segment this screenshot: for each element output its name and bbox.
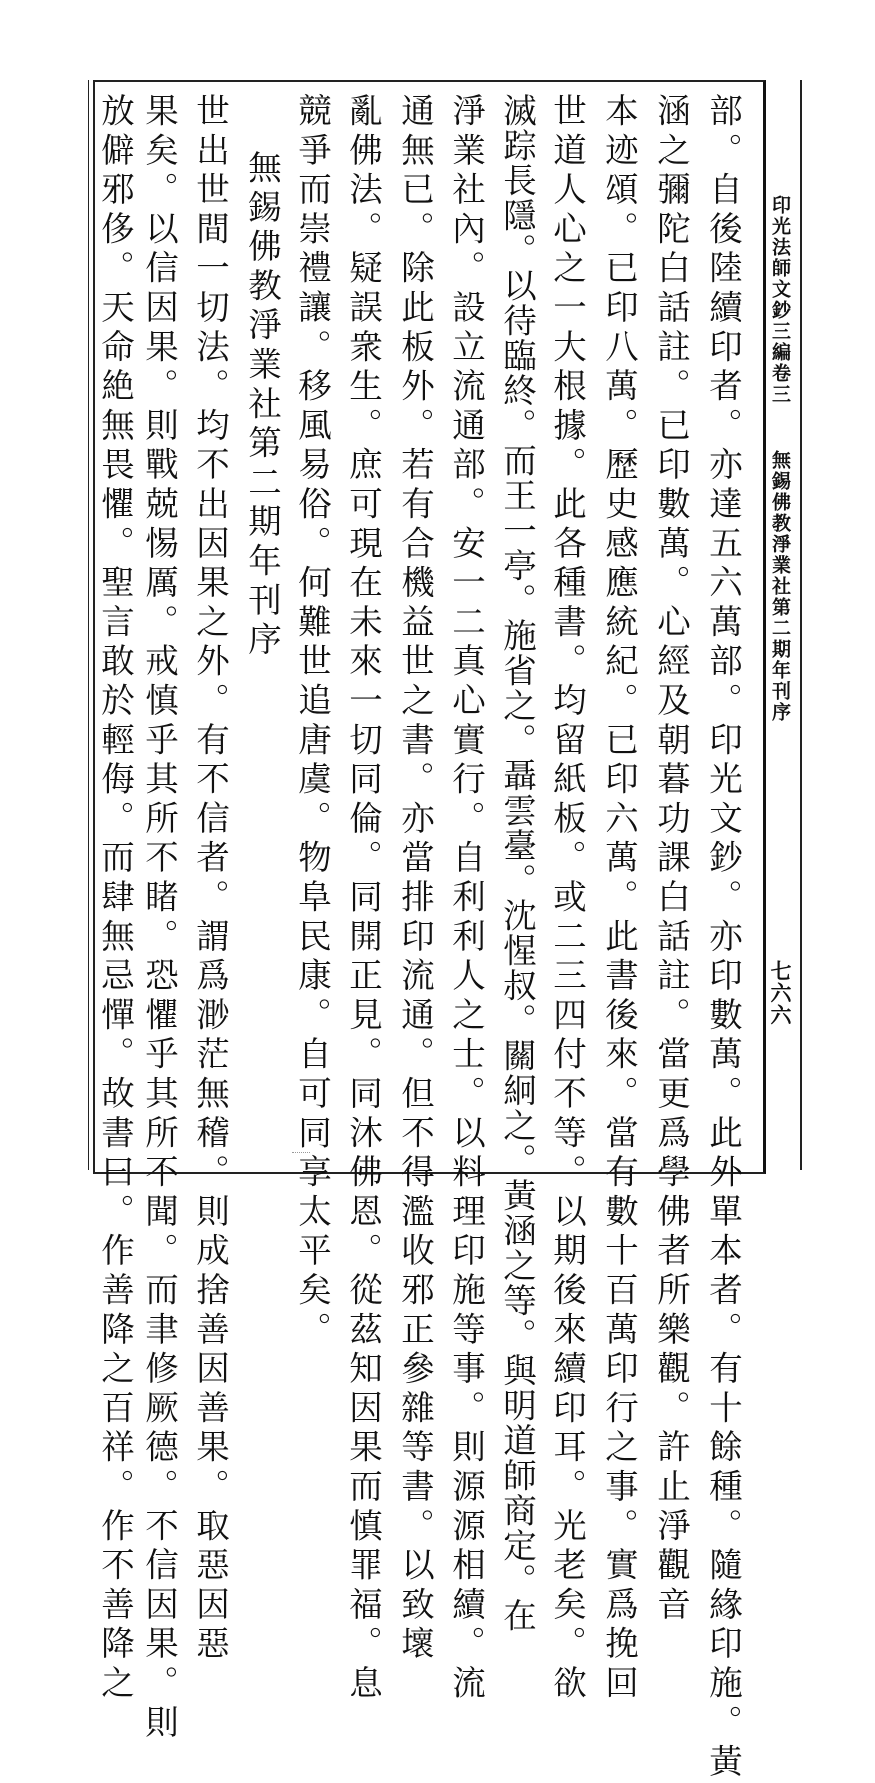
outer-border-rule: [88, 80, 89, 1170]
essay-title: 無錫佛教淨業社第二期年刊序: [242, 150, 282, 661]
text-column: 本迹頌。已印八萬。歷史感應統紀。已印六萬。此書後來。當有數十百萬印行之事。實爲挽回: [599, 93, 639, 1705]
text-column: 通無已。除此板外。若有合機益世之書。亦當排印流通。但不得濫收邪正參雜等書。以致壞: [395, 93, 435, 1665]
text-column: 果矣。以信因果。則戰兢惕厲。戒慎乎其所不睹。恐懼乎其所不聞。而聿修厥德。不信因果。則: [139, 93, 179, 1744]
print-smudge: [292, 1152, 310, 1157]
book-title-header: 印光法師文鈔三編卷三: [769, 195, 791, 405]
text-column: 亂佛法。疑誤衆生。庶可現在未來一切同倫。同開正見。同沐佛恩。從茲知因果而慎罪福。息: [343, 93, 383, 1705]
section-title-header: 無錫佛教淨業社第二期年刊序: [769, 450, 791, 723]
text-column: 世道人心之一大根據。此各種書。均留紙板。或二三四付不等。以期後來續印耳。光老矣。欲: [547, 93, 587, 1705]
text-column: 滅踪長隱。以待臨終。而王一亭。施省之。聶雲臺。沈惺叔。關絅之。黃涵之等。與明道師商定。在: [497, 93, 537, 1633]
text-column: 淨業社內。設立流通部。安一二真心實行。自利利人之士。以料理印施等事。則源源相續。流: [446, 93, 486, 1705]
text-column: 涵之彌陀白話註。已印數萬。心經及朝暮功課白話註。當更爲學佛者所樂觀。許止淨觀音: [651, 93, 691, 1626]
margin-border-rule: [800, 80, 802, 1170]
page-number: 七六六: [768, 960, 793, 1026]
text-column: 競爭而崇禮讓。移風易俗。何難世追唐虞。物阜民康。自可同享太平矣。: [292, 93, 332, 1351]
text-column: 世出世間一切法。均不出因果之外。有不信者。謂爲渺茫無稽。則成捨善因善果。取惡因惡: [190, 93, 230, 1665]
text-column: 部。自後陸續印者。亦達五六萬部。印光文鈔。亦印數萬。此外單本者。有十餘種。隨緣印施。黃: [703, 93, 743, 1783]
text-column: 放僻邪侈。天命絶無畏懼。聖言敢於輕侮。而肆無忌憚。故書曰。作善降之百祥。作不善降之: [95, 93, 135, 1705]
